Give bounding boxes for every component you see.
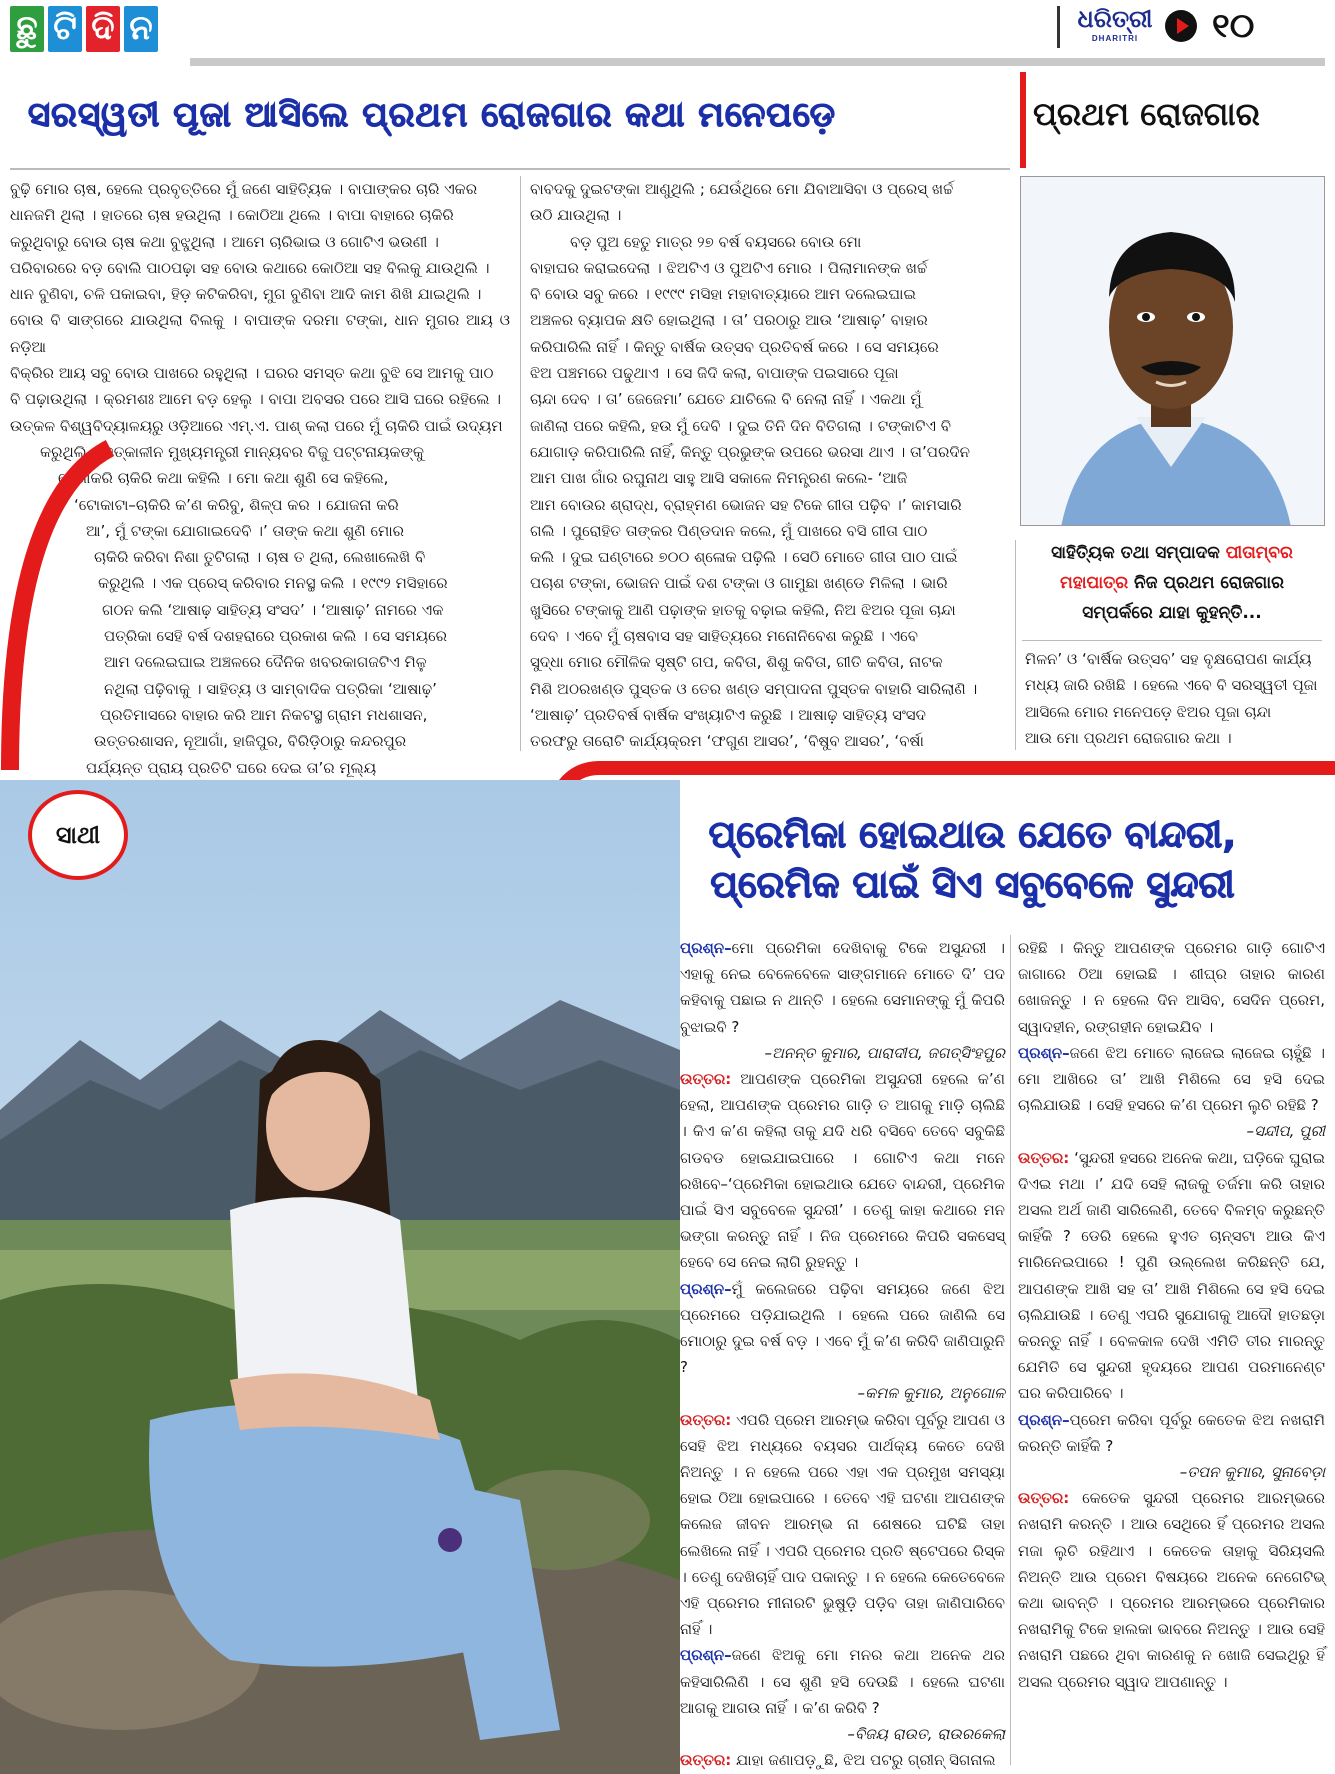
col-divider-3 — [1010, 935, 1011, 1765]
answer-text: ‘ସୁନ୍ଦରୀ ହସରେ ଅନେକ କଥା, ଘଡ଼ିକେ ଘୁରାଇ ଦିଏଇ ମଥା ।’ ଯଦି ସେହି ଲାଜକୁ ତର୍ଜମା କରି ତାହାର ଅସଲ ଅର୍ଥ ଜାଣି ସାରିଲେଣି, ତେବେ ବିଳମ୍ବ କରୁଛନ୍ତି କାହିଁକି ? ଡେରି ହେଲେ ହୁଏତ ଚାନ୍ସଟା ଆଉ କିଏ ମାରିନେଇପାରେ ! ପୁଣି ଉଲ୍ଲେଖ କରିଛନ୍ତି ଯେ, ଆପଣଙ୍କ ଆଖି ସହ ତା’ ଆଖି ମିଶିଲେ ସେ ହସି ଦେଇ ଚାଲିଯାଉଛି । ତେଣୁ ଏପରି ସୁଯୋଗକୁ ଆଦୌ ହାତଛଡ଼ା କରନ୍ତୁ ନାହିଁ । ବେଳକାଳ ଦେଖି ଏମିତି ତୀର ମାରନ୍ତୁ ଯେମିତି ସେ ସୁନ୍ଦରୀ ହୃଦୟରେ ଆପଣ ପରମାନେଣ୍ଟ ଘର କରିପାରିବେ । — [1018, 1148, 1325, 1403]
a1c2-line: କଲି । ଦୁଇ ଘଣ୍ଟାରେ ୭୦୦ ଶ୍ଳୋକ ପଢ଼ିଲି । ସେଠି ମୋତେ ଗୀତା ପାଠ ପାଇଁ — [530, 548, 958, 567]
caption-rule — [1022, 640, 1322, 641]
a1c1-line: ବିକ୍ରିର ଆୟ ସବୁ ବୋଉ ପାଖରେ ରହୁଥିଲା । ଘରର ସମସ୍ତ କଥା ବୁଝି ସେ ଆମକୁ ପାଠ — [10, 364, 494, 383]
article2-col1 — [680, 935, 1005, 1774]
article2-col2 — [1018, 935, 1325, 1695]
sidebar-title: ପ୍ରଥମ ରୋଜଗାର — [1033, 95, 1260, 133]
a1c1-line: ପତ୍ରିକା ସେହି ବର୍ଷ ଦଶହରାରେ ପ୍ରକାଶ କଲି । ସେ ସମୟରେ — [104, 627, 448, 646]
question-label: ପ୍ରଶ୍ନ– — [1018, 1043, 1070, 1062]
article2-headline — [620, 810, 1325, 910]
question-signature: –ବିଜୟ ରାଉତ, ରାଉରକେଲା — [847, 1725, 1005, 1744]
caption-part2: ନିଜ ପ୍ରଥମ ରୋଜଗାର ସମ୍ପର୍କରେ ଯାହା କୁହନ୍ତି... — [1082, 573, 1284, 623]
masthead-letter-3: ଦି — [86, 6, 120, 52]
a1c2-line: ଆମ ପାଖ ଗାଁର ରଘୁନାଥ ସାହୁ ଆସି ସକାଳେ ନିମନ୍ତ୍ରଣ କଲେ- ‘ଆଜି — [530, 469, 908, 488]
question-signature: –ସନ୍ଦୀପ, ପୁରୀ — [1246, 1122, 1325, 1141]
a1c1-line: କରୁଥିଲି । ତତ୍କାଳୀନ ମୁଖ୍ୟମନ୍ତ୍ରୀ ମାନ୍ୟବର ବିଜୁ ପଟ୍ଟନାୟକଙ୍କୁ — [40, 442, 425, 461]
qa-question — [680, 935, 1005, 1040]
a1c1-line: ଚାକିରି କରିବା ନିଶା ତୁଟିଗଲା । ଚାଷ ତ ଥିଲା, ଲେଖାଲେଖି ବି — [94, 548, 426, 567]
a1c2-line: ଉଠି ଯାଉଥିଲା । — [530, 206, 622, 225]
question-label: ପ୍ରଶ୍ନ– — [680, 939, 732, 957]
question-signature: –କମଳ କୁମାର, ଅନୁଗୋଳ — [857, 1384, 1005, 1403]
section-masthead — [10, 6, 162, 56]
qa-continued: ରହିଛି । କିନ୍ତୁ ଆପଣଙ୍କ ପ୍ରେମର ଗାଡ଼ି ଗୋଟିଏ ଜାଗାରେ ଠିଆ ହୋଇଛି । ଶୀଘ୍ର ତାହାର କାରଣ ଖୋଜନ୍ତୁ । ନ ହେଲେ ଦିନ ଆସିବ, ସେଦିନ ପ୍ରେମ, ସ୍ୱାଦହୀନ, ରଙ୍ଗହୀନ ହୋଇଯିବ । — [1018, 939, 1325, 1036]
a1c2-line: ଜାଣିଲା ପରେ କହିଲି, ହଉ ମୁଁ ଦେବି । ଦୁଇ ତିନି ଦିନ ବିତିଗଲା । ଟଙ୍କାଟିଏ ବି — [530, 416, 951, 435]
qa-answer — [680, 1407, 1005, 1643]
a1c2-line: ‘ଆଷାଢ଼’ ପ୍ରତିବର୍ଷ ବାର୍ଷିକ ସଂଖ୍ୟାଟିଏ କରୁଛି । ଆଷାଢ଼ ସାହିତ୍ୟ ସଂସଦ — [530, 705, 926, 724]
a1c1-line: ବି ପଢ଼ାଉଥିଲା । କ୍ରମଶଃ ଆମେ ବଡ଼ ହେଲୁ । ବାପା ଅବସର ପରେ ଆସି ଘରେ ରହିଲେ । — [10, 390, 501, 409]
section-badge: ସାଥୀ — [28, 790, 128, 880]
a1c1-line: ବୁଢ଼ି ମୋର ଚାଷ, ହେଲେ ପ୍ରବୃତ୍ତିରେ ମୁଁ ଜଣେ ସାହିତ୍ୟିକ । ବାପାଙ୍କର ଚାରି ଏକର — [10, 180, 478, 198]
a1c2-line: ବାହାଘର କରାଇଦେଲା । ଝିଅଟିଏ ଓ ପୁଅଟିଏ ମୋର । ପିଲାମାନଙ୍କ ଖର୍ଚ୍ଚ — [530, 258, 928, 277]
a1c1-line: ନଥିଲା ପଢ଼ିବାକୁ । ସାହିତ୍ୟ ଓ ସାମ୍ବାଦିକ ପତ୍ରିକା ‘ଆଷାଢ଼’ — [104, 679, 437, 698]
a1c1-line: ଧାନ ବୁଣିବା, ଚଳି ପକାଇବା, ହିଡ଼ କଟିକରିବା, ମୁଗ ବୁଣିବା ଆଦି କାମ ଶିଖି ଯାଇଥିଲି । — [10, 285, 482, 304]
masthead-letter-2: ଟି — [48, 6, 82, 52]
newspaper-logo — [1070, 4, 1160, 54]
a1c3-line: ମିଳନ’ ଓ ‘ବାର୍ଷିକ ଉତ୍ସବ’ ସହ ବୃକ୍ଷରୋପଣ କାର୍ଯ୍ୟ — [1025, 650, 1312, 668]
question-label: ପ୍ରଶ୍ନ– — [1018, 1410, 1070, 1429]
answer-label: ଉତ୍ତର: — [680, 1070, 732, 1089]
question-signature: –ତପନ କୁମାର, ସୁନାବେଡ଼ା — [1179, 1463, 1325, 1482]
masthead-divider — [1057, 6, 1060, 48]
red-arc-decoration — [0, 440, 120, 780]
answer-text: ଆପଣଙ୍କ ପ୍ରେମିକା ଅସୁନ୍ଦରୀ ହେଲେ କ’ଣ ହେଲା, ଆପଣଙ୍କ ପ୍ରେମର ଗାଡ଼ି ତ ଆଗକୁ ମାଡ଼ି ଚାଲିଛି । କିଏ କ’ଣ କହିଲା ତାକୁ ଯଦି ଧରି ବସିବେ ତେବେ ସବୁକିଛି ଗଡବଡ ହୋଇଯାଇପାରେ । ଗୋଟିଏ କଥା ମନେ ରଖିବେ–‘ପ୍ରେମିକା ହୋଇଥାଉ ଯେତେ ବାନ୍ଦରୀ, ପ୍ରେମିକ ପାଇଁ ସିଏ ସବୁବେଳେ ସୁନ୍ଦରୀ’ । ତେଣୁ କାହା କଥାରେ ମନ ଭଙ୍ଗା କରନ୍ତୁ ନାହିଁ । ନିଜ ପ୍ରେମରେ କିପରି ସକସେସ୍ ହେବେ ସେ ନେଇ ଲାଗି ରୁହନ୍ତୁ । — [680, 1070, 1005, 1272]
qa-question — [1018, 1407, 1325, 1459]
a1c3-line: ମଧ୍ୟ ଜାରି ରଖିଛି । ହେଲେ ଏବେ ବି ସରସ୍ୱତୀ ପୂଜା — [1025, 676, 1318, 695]
question-text: ଜଣେ ଝିଅକୁ ମୋ ମନର କଥା ଅନେକ ଥର କହିସାରିଲିଣି । ସେ ଶୁଣି ହସି ଦେଉଛି । ହେଲେ ଘଟଣା ଆଗକୁ ଆଗଉ ନାହିଁ । କ’ଣ କରିବି ? — [680, 1646, 1005, 1717]
masthead-letter-1: ଛୁ — [10, 6, 44, 52]
answer-text: କେତେକ ସୁନ୍ଦରୀ ପ୍ରେମର ଆରମ୍ଭରେ ନଖରାମି କରନ୍ତି । ଆଉ ସେଥିରେ ହିଁ ପ୍ରେମର ଅସଲ ମଜା ଲୁଚି ରହିଥାଏ । କେତେକ ତାହାକୁ ସିରିୟସଲି ନିଅନ୍ତି ଆଉ ପ୍ରେମ ବିଷୟରେ ଅନେକ ନେଗେଟିଭ୍ କଥା ଭାବନ୍ତି । ପ୍ରେମର ଆରମ୍ଭରେ ପ୍ରେମିକାର ନଖରାମିକୁ ଟିକେ ହାଲକା ଭାବରେ ନିଅନ୍ତୁ । ଆଉ ସେହି ନଖରାମି ପଛରେ ଥିବା କାରଣକୁ ନ ଖୋଜି ସେଇଥିରୁ ହିଁ ଅସଲ ପ୍ରେମର ସ୍ୱାଦ ଆପଣାନ୍ତୁ । — [1018, 1489, 1325, 1691]
question-label: ପ୍ରଶ୍ନ– — [680, 1279, 732, 1298]
a1c1-line: ପରିବାରରେ ବଡ଼ ବୋଲି ପାଠପଢ଼ା ସହ ବୋଉ କଥାରେ କୋଠିଆ ସହ ବିଲକୁ ଯାଉଥିଲି । — [10, 258, 490, 277]
portrait-photo — [1020, 176, 1325, 526]
newspaper-name: ଧରିତ୍ରୀ — [1077, 5, 1153, 33]
question-signature: –ଅନନ୍ତ କୁମାର, ପାରାଦୀପ, ଜଗତ୍‌ସିଂହପୁର — [764, 1043, 1005, 1062]
a1c1-line: ପର୍ଯ୍ୟନ୍ତ ପ୍ରାୟ ପ୍ରତିଟି ଘରେ ଦେଇ ତା’ର ମୂଲ୍ୟ — [86, 758, 377, 777]
a1c1-line: ଗଠନ କଲି ‘ଆଷାଢ଼ ସାହିତ୍ୟ ସଂସଦ’ । ‘ଆଷାଢ଼’ ନାମରେ ଏକ — [102, 600, 444, 619]
qa-question — [680, 1642, 1005, 1721]
a1c2-line: ତରଫରୁ ତାରୋଟି କାର୍ଯ୍ୟକ୍ରମ ‘ଫଗୁଣ ଆସର’, ‘ବିଷୁବ ଆସର’, ‘ବର୍ଷା — [530, 732, 924, 751]
masthead-letter-4: ନ — [124, 6, 158, 52]
qa-answer — [1018, 1145, 1325, 1407]
question-label: ପ୍ରଶ୍ନ– — [680, 1646, 732, 1665]
a1c2-line: ଦେବ । ଏବେ ମୁଁ ଚାଷବାସ ସହ ସାହିତ୍ୟରେ ମନୋନିବେଶ କରୁଛି । ଏବେ — [530, 627, 918, 646]
photo-caption — [1022, 538, 1322, 628]
qa-answer — [680, 1747, 1005, 1773]
model-photo — [0, 780, 680, 1774]
a1c1-line: ବୋଉ ବି ସାଙ୍ଗରେ ଯାଉଥିଲା ବିଲକୁ । ବାପାଙ୍କ ଦରମା ଟଙ୍କା, ଧାନ ମୁଗର ଆୟ ଓ ନଡ଼ିଆ — [10, 311, 510, 356]
qa-question — [1018, 1040, 1325, 1119]
masthead-rule — [190, 58, 1325, 66]
answer-text: ଏପରି ପ୍ରେମ ଆରମ୍ଭ କରିବା ପୂର୍ବରୁ ଆପଣ ଓ ସେହି ଝିଅ ମଧ୍ୟରେ ବୟସର ପାର୍ଥକ୍ୟ କେତେ ଦେଖି ନିଅନ୍ତୁ । ନ ହେଲେ ପରେ ଏହା ଏକ ପ୍ରମୁଖ ସମସ୍ୟା ହୋଇ ଠିଆ ହୋଇପାରେ । ତେବେ ଏହି ଘଟଣା ଆପଣଙ୍କ କଲେଜ ଜୀବନ ଆରମ୍ଭ ନା ଶେଷରେ ଘଟିଛି ତାହା ଲେଖିଲେ ନାହିଁ । ଏପରି ପ୍ରେମର ପ୍ରତି ଷ୍ଟେପରେ ରିସ୍କ । ତେଣୁ ଦେଖିଚାହିଁ ପାଦ ପକାନ୍ତୁ । ନ ହେଲେ କେତେବେଳେ ଏହି ପ୍ରେମର ମୀନାରଟି ଭୁଷୁଡ଼ି ପଡ଼ିବ ତାହା ଜାଣିପାରିବେ ନାହିଁ । — [680, 1410, 1005, 1639]
answer-label: ଉତ୍ତର: — [1018, 1148, 1070, 1167]
a1c1-line: ଉତ୍ତରଶାସନ, ନୂଆଗାଁ, ହାଜିପୁର, ବିରିଡ଼ିଠାରୁ କନ୍ଦରପୁର — [94, 732, 407, 751]
play-icon — [1165, 10, 1197, 42]
a1c2-line: ବଡ଼ ପୁଅ ହେତୁ ମାତ୍ର ୨୭ ବର୍ଷ ବୟସରେ ବୋଉ ମୋ — [570, 232, 862, 251]
a1c2-line: କରିପାରିଲି ନାହିଁ । କିନ୍ତୁ ବାର୍ଷିକ ଉତ୍ସବ ପ୍ରତିବର୍ଷ କରେ । ସେ ସମୟରେ — [530, 337, 939, 356]
answer-text: ଯାହା ଜଣାପଡ଼ୁଛି, ଝିଅ ପଟରୁ ଗ୍ରୀନ୍ ସିଗନାଲ — [736, 1751, 996, 1770]
article2-headline-line2: ପ୍ରେମିକ ପାଇଁ ସିଏ ସବୁବେଳେ ସୁନ୍ଦରୀ — [710, 863, 1235, 906]
a1c2-line: ଗଲି । ପୁରୋହିତ ତାଙ୍କର ପିଣ୍ଡଦାନ କଲେ, ମୁଁ ପାଖରେ ବସି ଗୀତା ପାଠ — [530, 521, 928, 540]
caption-part1: ସାହିତ୍ୟିକ ତଥା ସମ୍ପାଦକ — [1051, 543, 1220, 563]
article1-col3 — [1025, 646, 1325, 751]
sidebar-title-bar — [1020, 72, 1026, 168]
a1c1-line: ଆମ ଦଲେଇଘାଇ ଅଞ୍ଚଳରେ ଦୈନିକ ଖବରକାଗଜଟିଏ ମିଳୁ — [104, 653, 427, 672]
a1c2-line: ସୁଦ୍ଧା ମୋର ମୌଳିକ ସୃଷ୍ଟି ଗପ, କବିତା, ଶିଶୁ କବିତା, ଗୀତି କବିତା, ନାଟକ — [530, 653, 943, 672]
a1c1-line: କରୁଥିବାରୁ ବୋଉ ଚାଷ କଥା ବୁଝୁଥିଲା । ଆମେ ଚାରିଭାଇ ଓ ଗୋଟିଏ ଭଉଣୀ । — [10, 232, 439, 251]
a1c1-line: ପ୍ରତିମାସରେ ବାହାର କରି ଆମ ନିକଟସ୍ଥ ଗ୍ରାମ ମଧଶାସନ, — [100, 705, 428, 724]
question-text: ମୁଁ କଲେଜରେ ପଢ଼ିବା ସମୟରେ ଜଣେ ଝିଅ ପ୍ରେମରେ ପଡ଼ିଯାଇଥିଲି । ହେଲେ ପରେ ଜାଣିଲି ସେ ମୋଠାରୁ ଦୁଇ ବର୍ଷ ବଡ଼ । ଏବେ ମୁଁ କ’ଣ କରିବି ଜାଣିପାରୁନି ? — [680, 1279, 1005, 1377]
question-text: ପ୍ରେମ କରିବା ପୂର୍ବରୁ କେତେକ ଝିଅ ନଖରାମି କରନ୍ତି କାହିଁକି ? — [1018, 1410, 1325, 1455]
a1c1-line: ଧାନଜମି ଥିଲା । ହାତରେ ଚାଷ ହଉଥିଲା । କୋଠିଆ ଥିଲେ । ବାପା ବାହାରେ ଚାକିରି — [10, 206, 454, 225]
article1-col2 — [530, 176, 1010, 755]
a1c2-line: ଆମ ବୋଉର ଶ୍ରାଦ୍ଧ, ବ୍ରାହ୍ମଣ ଭୋଜନ ସହ ଟିକେ ଗୀତା ପଢ଼ିବ ।’ କାମସାରି — [530, 495, 962, 514]
article2-headline-line1: ପ୍ରେମିକା ହୋଇଥାଉ ଯେତେ ବାନ୍ଦରୀ, — [708, 813, 1237, 856]
a1c3-line: ଆସିଲେ ମୋର ମନେପଡ଼େ ଝିଅର ପୂଜା ଚାନ୍ଦା — [1025, 702, 1272, 721]
newspaper-name-en: DHARITRI — [1091, 34, 1139, 43]
a1c2-line: ଚାନ୍ଦା ଦେବ । ତା’ ଜେଜେମା’ ଯେତେ ଯାଚିଲେ ବି ନେଲା ନାହିଁ । ଏକଥା ମୁଁ — [530, 390, 922, 409]
col-divider-1 — [520, 176, 521, 751]
a1c2-line: ମିଶି ଅଠରଖଣ୍ଡ ପୁସ୍ତକ ଓ ତେର ଖଣ୍ଡ ସମ୍ପାଦନା ପୁସ୍ତକ ବାହାରି ସାରିଲାଣି । — [530, 679, 978, 698]
a1c1-line: ଦେଖାକରି ଚାକିରି କଥା କହିଲି । ମୋ କଥା ଶୁଣି ସେ କହିଲେ, — [58, 469, 389, 488]
qa-answer — [680, 1066, 1005, 1276]
page-number: ୧୦ — [1212, 6, 1255, 46]
a1c2-line: ଅଞ୍ଚଳର ବ୍ୟାପକ କ୍ଷତି ହୋଇଥିଲା । ତା’ ପରଠାରୁ ଆଉ ‘ଆଷାଢ଼’ ବାହାର — [530, 311, 928, 330]
a1c1-line: ଆ’, ମୁଁ ଟଙ୍କା ଯୋଗାଇଦେବି ।’ ତାଙ୍କ କଥା ଶୁଣି ମୋର — [86, 521, 404, 540]
headline-underline — [10, 168, 1010, 170]
a1c3-line: ଆଉ ମୋ ପ୍ରଥମ ରୋଜଗାର କଥା । — [1025, 728, 1232, 747]
a1c2-line: ଖୁସିରେ ଟଙ୍କାକୁ ଆଣି ପଢ଼ାଙ୍କ ହାତକୁ ବଢ଼ାଇ କହିଲି, ନିଅ ଝିଅର ପୂଜା ଚାନ୍ଦା — [530, 600, 956, 619]
question-text: ଜଣେ ଝିଅ ମୋତେ ଲାଜେଇ ଲାଜେଇ ଚାହୁଁଛି । ମୋ ଆଖିରେ ତା’ ଆଖି ମିଶିଲେ ସେ ହସି ଦେଇ ଚାଲିଯାଉଛି । ସେହି ହସରେ କ’ଣ ପ୍ରେମ ଲୁଚି ରହିଛି ? — [1018, 1043, 1325, 1115]
question-text: ମୋ ପ୍ରେମିକା ଦେଖିବାକୁ ଟିକେ ଅସୁନ୍ଦରୀ । ଏହାକୁ ନେଇ ବେଳେବେଳେ ସାଙ୍ଗମାନେ ମୋତେ ଦି’ ପଦ କହିବାକୁ ପଛାଇ ନ ଥାନ୍ତି । ହେଲେ ସେମାନଙ୍କୁ ମୁଁ କିପରି ବୁଝାଇବି ? — [680, 939, 1005, 1036]
a1c1-line: ‘ଟୋକାଟା–ଚାକିରି କ’ଣ କରିବୁ, ଶିଳ୍ପ କର । ଯୋଜନା କରି — [74, 495, 399, 514]
col-divider-2 — [1015, 540, 1016, 750]
a1c2-line: ପଚାଶ ଟଙ୍କା, ଭୋଜନ ପାଇଁ ଦଶ ଟଙ୍କା ଓ ଗାମୁଛା ଖଣ୍ଡେ ମିଳିଲା । ଭାରି — [530, 574, 948, 593]
qa-answer — [1018, 1485, 1325, 1695]
answer-label: ଉତ୍ତର: — [680, 1751, 732, 1770]
a1c1-line: କରୁଥିଲି । ଏକ ପ୍ରେସ୍ କରିବାର ମନସ୍ଥ କଲି । ୧୯୯୨ ମସିହାରେ — [98, 574, 448, 593]
a1c2-line: ଯୋଗାଡ଼ କରିପାରିଲି ନାହିଁ, କିନ୍ତୁ ପ୍ରଭୁଙ୍କ ଉପରେ ଭରସା ଥାଏ । ତା’ପରଦିନ — [530, 442, 970, 461]
a1c2-line: ବାବଦକୁ ଦୁଇଟଙ୍କା ଆଣୁଥିଲି ; ଯେଉଁଥିରେ ମୋ ଯିବାଆସିବା ଓ ପ୍ରେସ୍ ଖର୍ଚ୍ଚ — [530, 180, 954, 198]
answer-label: ଉତ୍ତର: — [1018, 1489, 1070, 1508]
a1c2-line: ବି ବୋଉ ସବୁ କରେ । ୧୯୯୯ ମସିହା ମହାବାତ୍ୟାରେ ଆମ ଦଲେଇଘାଇ — [530, 285, 916, 304]
article1-headline: ସରସ୍ୱତୀ ପୂଜା ଆସିଲେ ପ୍ରଥମ ରୋଜଗାର କଥା ମନେପଡ଼େ — [28, 95, 836, 135]
caption-name: ପୀତାମ୍ବର ମହାପାତ୍ର — [1060, 543, 1293, 593]
a1c1-line: ଉତ୍କଳ ବିଶ୍ୱବିଦ୍ୟାଳୟରୁ ଓଡ଼ିଆରେ ଏମ୍‌.ଏ. ପାଶ୍ କଲା ପରେ ମୁଁ ଚାକିରି ପାଇଁ ଉଦ୍ୟମ — [10, 416, 503, 435]
qa-question — [680, 1276, 1005, 1381]
a1c2-line: ଝିଅ ପଞ୍ଚମରେ ପଢୁଥାଏ । ସେ ଜିଦି କଲା, ବାପାଙ୍କ ପଇସାରେ ପୂଜା — [530, 364, 899, 383]
answer-label: ଉତ୍ତର: — [680, 1410, 732, 1429]
